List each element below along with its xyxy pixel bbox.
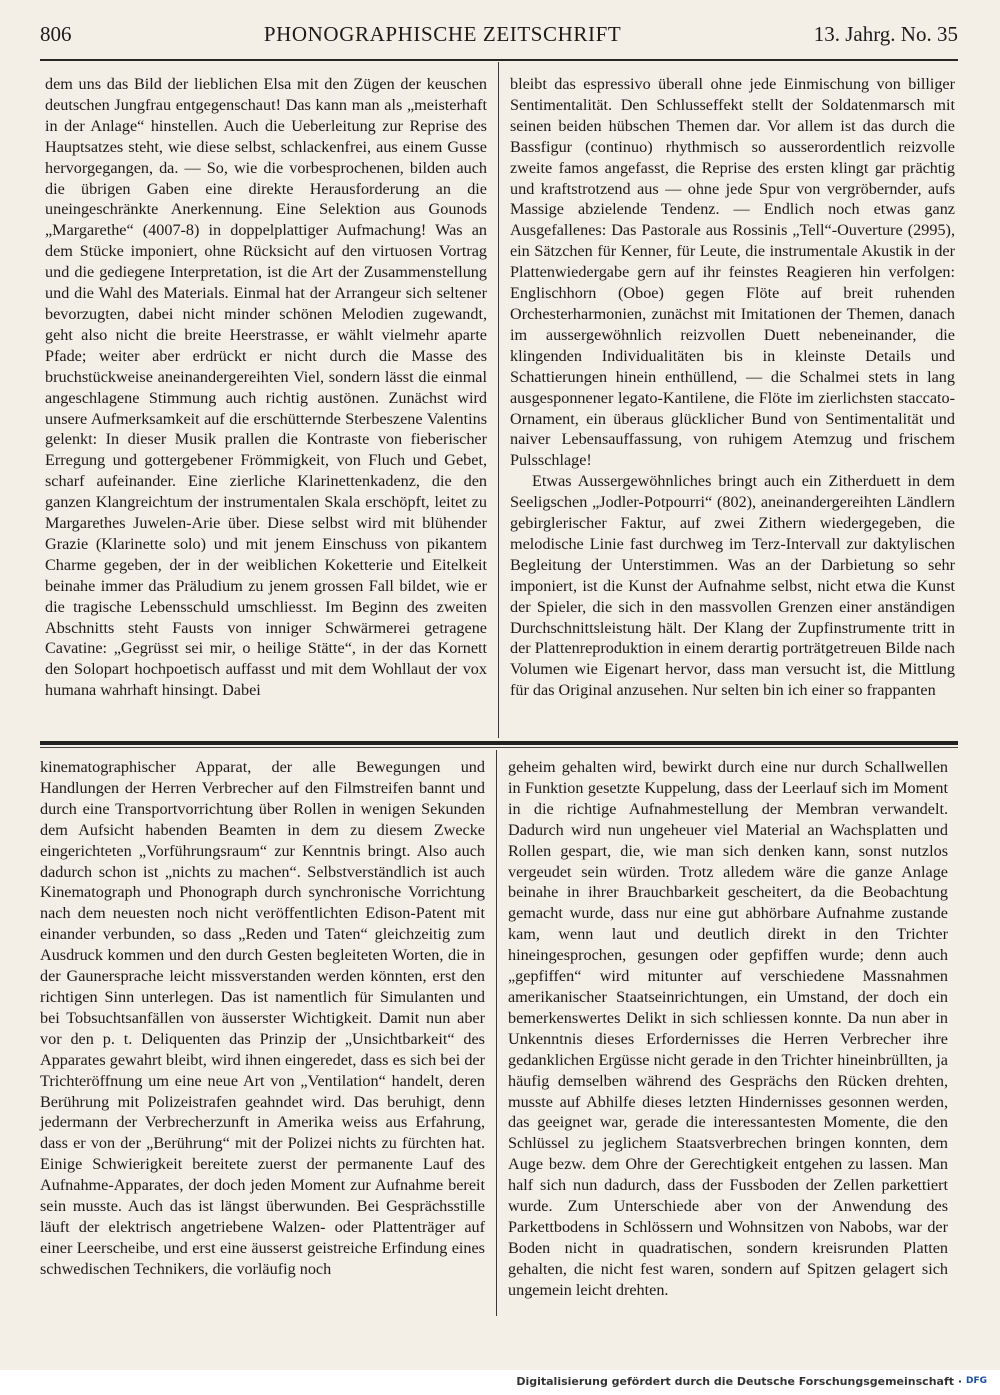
- section-divider: [40, 741, 958, 745]
- column-bottom-right: [508, 757, 948, 1301]
- column-top-right: [510, 74, 955, 701]
- column-divider-bottom: [496, 750, 497, 1316]
- digitization-footer: [0, 1370, 1000, 1395]
- column-top-left: [45, 74, 487, 701]
- paragraph: dem uns das Bild der lieblichen Elsa mit den Zügen der keuschen deutschen Jungfrau entgegenschaut! Das kann man als „meisterhaft in der Anlage“ hinstellen. Auch die Ueberleitung zur Reprise des Hauptsatzes steht, wie diese selbst, schlackenfrei, aus einem Gusse hervorgegangen, da. — So, wie die vorbesprochenen, bilden auch die übrigen Gaben eine direkte Herausforderung an die uneingeschränkte Anerkennung. Eine Selektion aus Gounods „Margarethe“ (4007-8) in doppelplattiger Aufmachung! Was an dem Stücke imponiert, ohne Rücksicht auf den virtuosen Vortrag und die gediegene Interpretation, ist die Art der Zusammenstellung und die Wahl des Materials. Einmal hat der Arrangeur sich seltener bevorzugten, dabei nicht minder schönen Melodien zugewandt, geht also nicht die breite Heerstrasse, er wählt vielmehr aparte Pfade; weiter aber erdrückt er nicht durch die Masse des bruchstückweise aneinandergereihten Viel, sondern lässt die einmal angeschlagene Stimmung auch richtig austönen. Zunächst wird unsere Aufmerksamkeit auf die erschütternde Sterbeszene Valentins gelenkt: In dieser Musik prallen die Kontraste von fieberischer Erregung und gottergebener Frömmigkeit, von Fluch und Gebet, scharf aufeinander. Eine zierliche Klarinettenkadenz, die den ganzen Klangreichtum der instrumentalen Skala erschöpft, leitet zu Margarethes Juwelen-Arie über. Diese selbst wird mit blühender Grazie (Klarinette solo) und mit jenem Einschuss von pikantem Charme gegeben, der in der weiblichen Koketterie und Eitelkeit beinahe immer das Präludium zu jenem grossen Fall bildet, wie er die tragische Lebensschuld umschliesst. Im Beginn des zweiten Abschnitts steht Fausts von inniger Schwärmerei getragene Cavatine: „Gegrüsst sei mir, o heilige Stätte“, in der das Kornett den Solopart hochpoetisch auffasst und mit dem Wohllaut der vox humana wahrhaft hinsingt. Dabei: [45, 75, 487, 700]
- running-title: PHONOGRAPHISCHE ZEITSCHRIFT: [263, 22, 622, 46]
- issue-label: 13. Jahrg. No. 35: [813, 22, 958, 46]
- page-number: 806: [40, 22, 72, 46]
- dfg-logo: DFG: [966, 1376, 988, 1386]
- page-header: [40, 22, 958, 56]
- paragraph: Etwas Aussergewöhnliches bringt auch ein Zitherduett in dem Seeligschen „Jodler-Potpourri“ (802), aneinandergereihten Ländlern gebirglerischer Faktur, auf zwei Zithern wiedergegeben, die melodische Linie fast durchweg im Terz-Intervall zur daktylischen Begleitung der Unterstimmen. Was an der Darbietung so sehr imponiert, ist die Kunst der Aufnahme selbst, nicht etwa die Kunst der Spieler, die sich in den massvollen Grenzen einer anständigen Durchschnittsleistung hält. Der Klang der Zupfinstrumente tritt in der Plattenreproduktion in einem derartig porträtgetreuen Bilde nach Volumen wie Eigenart hervor, dass man versucht ist, die Mittlung für das Original anzusehen. Nur selten bin ich einer so frappanten: [510, 472, 955, 700]
- paragraph: bleibt das espressivo überall ohne jede Einmischung von billiger Sentimentalität. Den Schlusseffekt stellt der Soldatenmarsch mit seinen beiden hübschen Themen dar. Vor allem ist das durch die Bassfigur (continuo) rhythmisch so ausserordentlich reizvolle zweite famos angefasst, die Reprise des ersten klingt gar prächtig und kraftstrotzend aus — ohne jede Spur von vergröbernder, aufs Massige abzielende Tendenz. — Endlich noch etwas ganz Ausgefallenes: Das Pastorale aus Rossinis „Tell“-Ouverture (2995), ein Sätzchen für Kenner, für Leute, die instrumentale Akustik in der Plattenwiedergabe gern auf ihr feinstes Reagieren hin verfolgen: Englischhorn (Oboe) gegen Flöte auf breit ruhenden Orchesterharmonien, zunächst mit Imitationen der Themen, danach im aussergewöhnlich reizvollen Duett nebeneinander, die klingenden Individualitäten bis in kleinste Details und Schattierungen hinein enthüllend, — die Schalmei stets in lang ausgesponnener legato-Kantilene, die Flöte im zierlichsten staccato-Ornament, ein überaus glücklicher Bund von Sentimentalität und naiver Lebensauffassung, von ruhigem Atemzug und frischem Pulsschlage!: [510, 75, 955, 470]
- paragraph: geheim gehalten wird, bewirkt durch eine nur durch Schallwellen in Funktion gesetzte Kuppelung, dass der Leerlauf sich im Moment in die richtige Aufnahmestellung der Membran verwandelt. Dadurch wird nun ungeheuer viel Material an Wachsplatten und Rollen gespart, die, wie man sich denken kann, sonst nutzlos vergeudet sein würden. Trotz alledem wäre die ganze Anlage beinahe in ihrer Brauchbarkeit gescheitert, da die Beobachtung gemacht wurde, dass nur eine gut abhörbare Aufnahme zustande kam, wenn laut und deutlich direkt in den Trichter hineingesprochen, gesungen oder gepfiffen wurde; denn auch „gepfiffen“ wird mitunter auf verschiedene Massnahmen amerikanischer Staatseinrichtungen, ein Umstand, der doch ein bemerkenswertes Delikt in sich schliessen konnte. Da nun aber in Unkenntnis dieses Erfordernisses die Herren Verbrecher ihre gedanklichen Ergüsse nicht gerade in den Trichter hineinbrüllten, ja häufig demselben während des Gesprächs den Rücken drehten, musste auf Abhilfe dieses letzten Hindernisses gesonnen werden, das geeignet war, gerade die interessantesten Momente, die den Schlüssel zu jeglichem Staatsverbrechen bringen konnten, dem Auge bezw. dem Ohre der Gerechtigkeit entgehen zu lassen. Man half sich nun dadurch, dass der Fussboden der Zellen parkettiert wurde. Zum Unterschiede aber von der Anwendung des Parkettbodens in Schlössern und Wohnsitzen von Nabobs, war der Boden nicht in quadratischen, sondern kreisrunden Platten gehalten, die nicht fest waren, sondern auf Spitzen gelagert sich ungemein leicht drehten.: [508, 758, 948, 1299]
- header-rule: [40, 59, 958, 61]
- footer-credit: Digitalisierung gefördert durch die Deutsche Forschungsgemeinschaft ·: [516, 1375, 962, 1388]
- column-bottom-left: [40, 757, 485, 1280]
- column-divider-top: [498, 62, 499, 738]
- paragraph: kinematographischer Apparat, der alle Bewegungen und Handlungen der Herren Verbrecher auf den Filmstreifen bannt und durch eine Transportvorrichtung über Rollen in wenigen Sekunden dem Aufsicht habenden Beamten in dem zu diesem Zwecke eingerichteten „Vorführungsraum“ zur Kenntnis bringt. Also auch dadurch schon ist „nichts zu machen“. Selbstverständlich ist auch Kinematograph und Phonograph durch synchronische Vorrichtung nach dem neuesten noch nicht veröffentlichten Edison-Patent mit einander verbunden, so dass „Reden und Taten“ gleichzeitig zum Ausdruck kommen und den durch Gesten begleiteten Worten, die in der Gaunersprache leicht missverstanden werden könnten, erst den richtigen Sinn unterlegen. Das ist namentlich für Simulanten und bei Tobsuchtsanfällen von äusserster Wichtigkeit. Damit nun aber vor den p. t. Deliquenten das Prinzip der „Unsichtbarkeit“ des Apparates gewahrt bleibt, wird ihnen eingeredet, dass es sich bei der Trichteröffnung um eine neue Art von „Ventilation“ handelt, deren Berührung mit Polizeistrafen geahndet wird. Das beruhigt, denn jedermann der Verbrecherzunft in Amerika weiss aus Erfahrung, dass er von der „Berührung“ mit der Polizei nichts zu fürchten hat. Einige Schwierigkeit bereitete zuerst der permanente Lauf des Aufnahme-Apparates, der doch jeden Moment zur Aufnahme bereit sein musste. Auch das ist längst überwunden. Bei Gesprächsstille läuft der elektrisch angetriebene Walzen- oder Plattenträger auf einer Leerscheibe, und erst eine äusserst geistreiche Erfindung eines schwedischen Technikers, die vorläufig noch: [40, 758, 485, 1278]
- section-divider-thin: [40, 747, 958, 748]
